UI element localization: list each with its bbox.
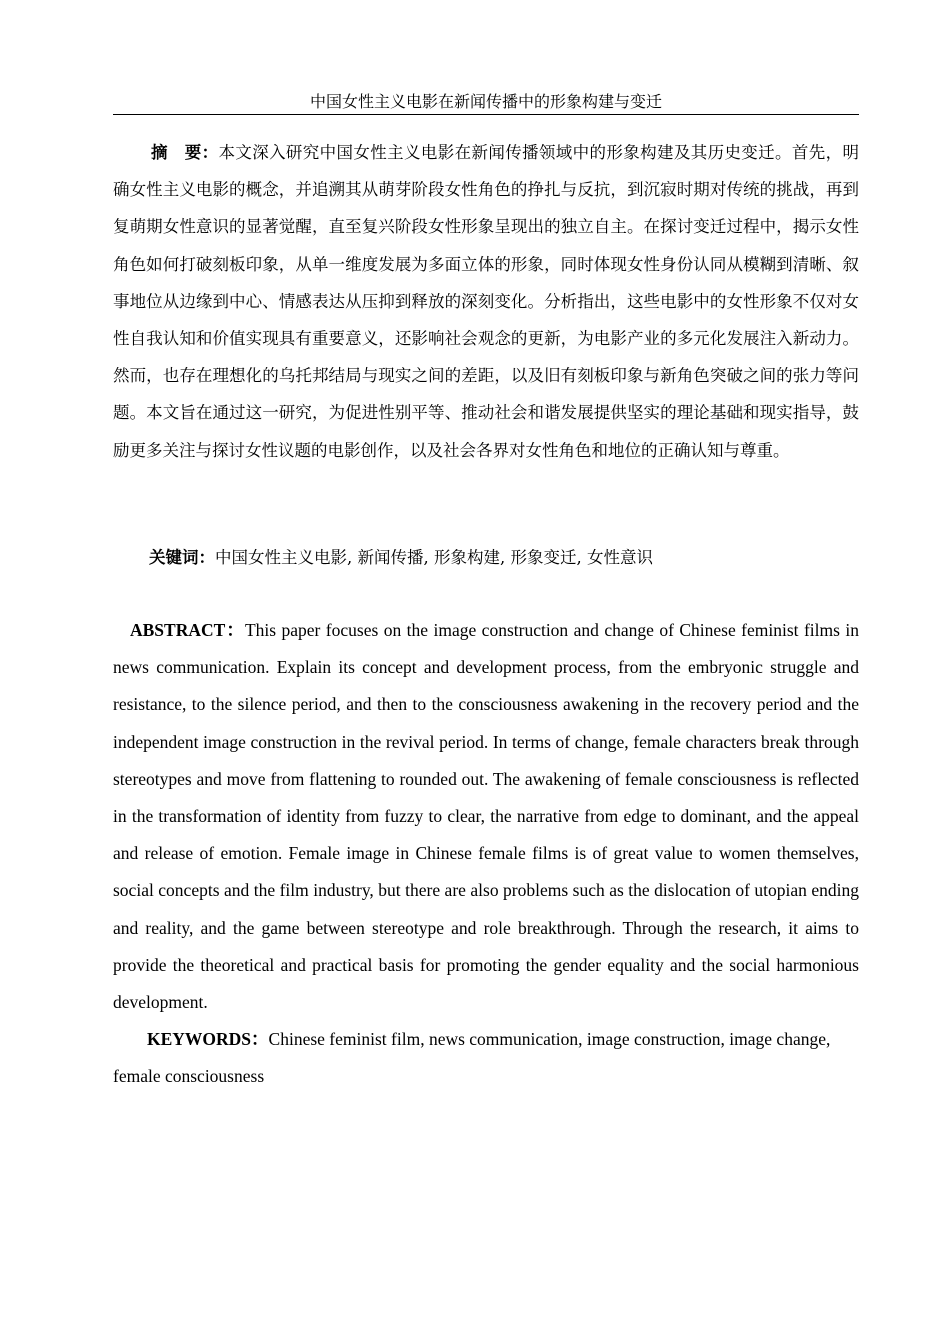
chinese-keywords	[113, 543, 859, 573]
english-keywords-body: Chinese feminist film, news communication, image construction, image change, female consciousness	[113, 1029, 831, 1087]
english-abstract-label: ABSTRACT：	[130, 620, 245, 640]
chinese-abstract-label: 摘 要：	[151, 143, 219, 162]
chinese-abstract-body: 本文深入研究中国女性主义电影在新闻传播领域中的形象构建及其历史变迁。首先，明确女性主义电影的概念，并追溯其从萌芽阶段女性角色的挣扎与反抗，到沉寂时期对传统的挑战，再到复萌期女性意识的显著觉醒，直至复兴阶段女性形象呈现出的独立自主。在探讨变迁过程中，揭示女性角色如何打破刻板印象，从单一维度发展为多面立体的形象，同时体现女性身份认同从模糊到清晰、叙事地位从边缘到中心、情感表达从压抑到释放的深刻变化。分析指出，这些电影中的女性形象不仅对女性自我认知和价值实现具有重要意义，还影响社会观念的更新，为电影产业的多元化发展注入新动力。然而，也存在理想化的乌托邦结局与现实之间的差距，以及旧有刻板印象与新角色突破之间的张力等问题。本文旨在通过这一研究，为促进性别平等、推动社会和谐发展提供坚实的理论基础和现实指导，鼓励更多关注与探讨女性议题的电影创作，以及社会各界对女性角色和地位的正确认知与尊重。	[113, 143, 860, 460]
chinese-keywords-body: 中国女性主义电影, 新闻传播, 形象构建, 形象变迁, 女性意识	[215, 548, 653, 567]
chinese-keywords-label: 关键词：	[149, 548, 215, 567]
english-abstract	[113, 612, 859, 1021]
english-keywords-label: KEYWORDS：	[147, 1029, 269, 1049]
english-keywords	[113, 1021, 859, 1095]
chinese-abstract	[113, 134, 859, 469]
english-abstract-body: This paper focuses on the image construction and change of Chinese feminist films in news communication. Explain its concept and development process, from the embryonic struggle and resistance, to the silence period, and then to the consciousness awakening in the recovery period and the independent image construction in the revival period. In terms of change, female characters break through stereotypes and move from flattening to rounded out. The awakening of female consciousness is reflected in the transformation of identity from fuzzy to clear, the narrative from edge to dominant, and the appeal and release of emotion. Female image in Chinese female films is of great value to women themselves, social concepts and the film industry, but there are also problems such as the dislocation of utopian ending and reality, and the game between stereotype and role breakthrough. Through the research, it aims to provide the theoretical and practical basis for promoting the gender equality and the social harmonious development.	[113, 620, 859, 1013]
running-header: 中国女性主义电影在新闻传播中的形象构建与变迁	[113, 90, 859, 115]
